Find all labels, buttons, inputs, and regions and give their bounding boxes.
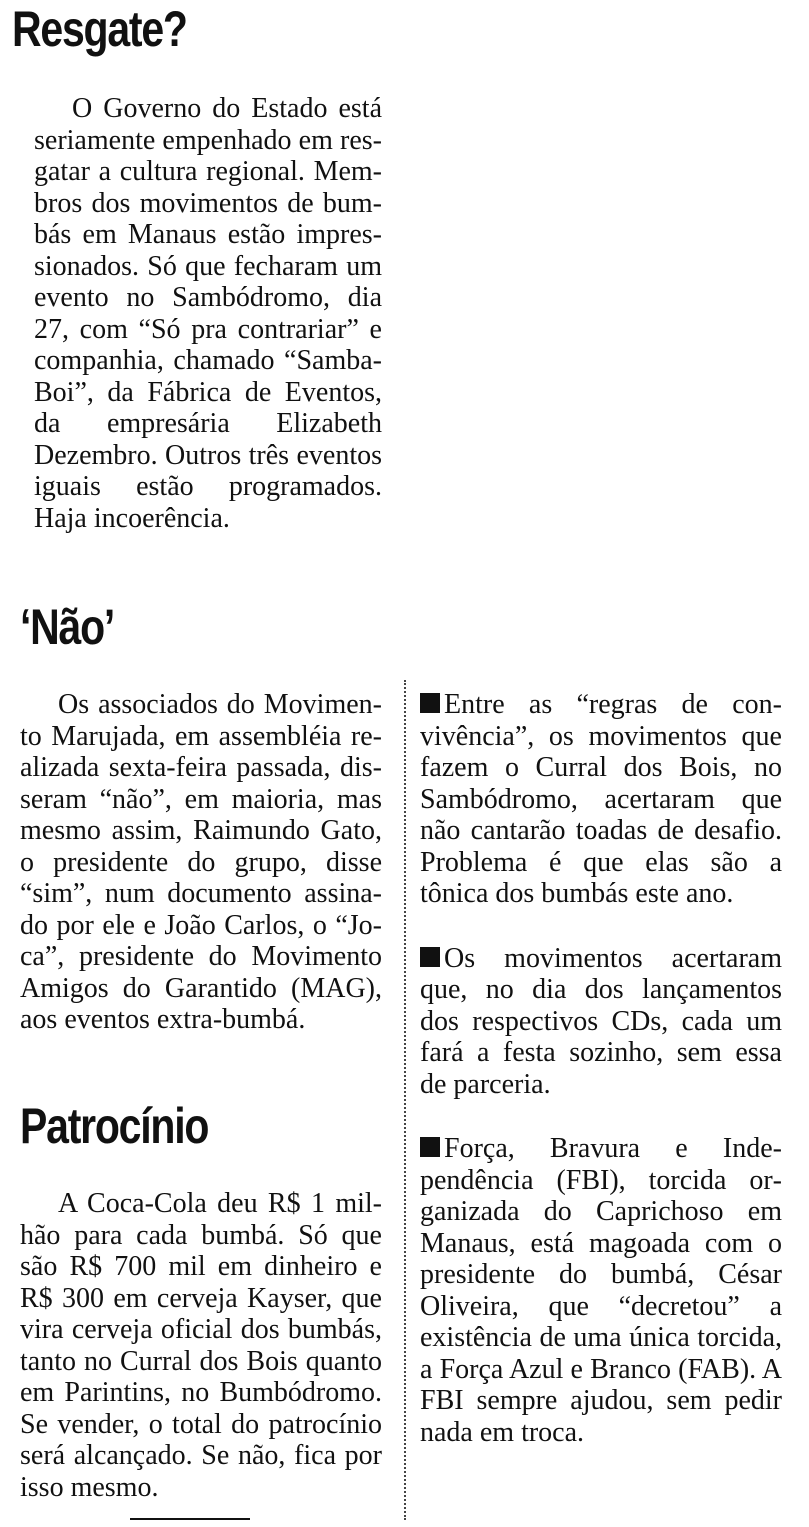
column-nao	[20, 689, 382, 1036]
brief-text: Os movimentos acertaram que, no dia dos lançamentos dos respectivos CDs, cada um fará a festa sozinho, sem essa de parceria.	[420, 942, 782, 1100]
square-bullet-icon	[420, 947, 440, 967]
brief-item	[420, 1133, 782, 1448]
heading-patrocinio: Patrocínio	[20, 1098, 209, 1154]
paragraph-nao: Os associados do Movimento Marujada, em assembléia realizada sexta-feira passada, disseram “não”, em maioria, mas mesmo assim, Raimundo Gato, o presidente do grupo, disse “sim”, num documento assinado por ele e João Carlos, o “Joca”, presidente do Movimento Amigos do Garantido (MAG), aos eventos extra-bumbá.	[20, 689, 382, 1035]
brief-item	[420, 689, 782, 910]
heading-resgate: Resgate?	[12, 1, 187, 57]
column-briefs	[420, 689, 782, 1481]
paragraph-patrocinio: A Coca-Cola deu R$ 1 milhão para cada bumbá. Só que são R$ 700 mil em dinheiro e R$ 300 em cerveja Kayser, que vira cerveja oficial dos bumbás, tanto no Curral dos Bois quanto em Parintins, no Bumbódromo. Se vender, o total do patrocínio será alcançado. Se não, fica por isso mesmo.	[20, 1188, 382, 1503]
column-resgate	[34, 93, 382, 534]
square-bullet-icon	[420, 693, 440, 713]
brief-text: Força, Bravura e Independência (FBI), torcida organizada do Caprichoso em Manaus, está magoada com o presidente do bumbá, César Oliveira, que “decretou” a existência de uma única torcida, a Força Azul e Branco (FAB). A FBI sempre ajudou, sem pedir nada em troca.	[420, 1133, 782, 1448]
square-bullet-icon	[420, 1137, 440, 1157]
heading-nao: ‘Não’	[20, 599, 115, 655]
column-divider	[404, 680, 406, 1520]
column-patrocinio	[20, 1188, 382, 1503]
paragraph-resgate: O Governo do Estado está seriamente empenhado em resgatar a cultura regional. Membros dos movimentos de bumbás em Manaus estão impressionados. Só que fecharam um evento no Sambódromo, dia 27, com “Só pra contrariar” e companhia, chamado “Samba-Boi”, da Fábrica de Eventos, da empresária Elizabeth Dezembro. Outros três eventos iguais estão programados. Haja incoerência.	[34, 93, 382, 534]
brief-item	[420, 943, 782, 1101]
bottom-rule	[130, 1518, 250, 1520]
brief-text: Entre as “regras de convivência”, os movimentos que fazem o Curral dos Bois, no Sambódromo, acertaram que não cantarão toadas de desafio. Problema é que elas são a tônica dos bumbás este ano.	[420, 689, 782, 909]
